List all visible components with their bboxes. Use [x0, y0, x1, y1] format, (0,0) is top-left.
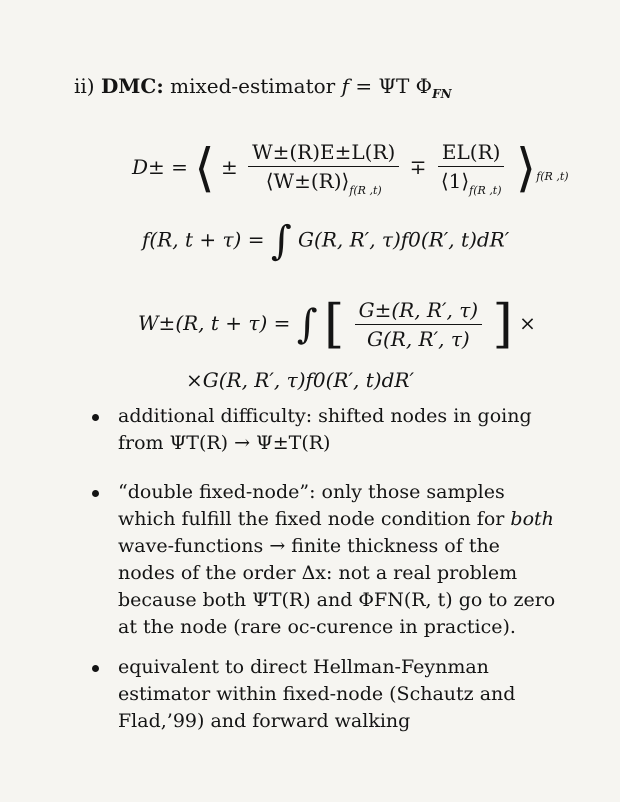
fraction-1-numerator: W±(R)E±L(R) — [248, 140, 399, 167]
right-angle: ⟩ — [515, 138, 537, 199]
integral-sign: ∫ — [270, 218, 292, 264]
list-item — [90, 654, 560, 735]
heading-formula-sub: FN — [432, 87, 452, 101]
bullet-2-text-b: wave-functions → finite thickness of the nodes of the order Δx: not a real problem because both ΨT(R) and ΦFN(R, t) go to zero at the node (rare oc-curence in practice). — [118, 535, 556, 638]
heading-formula-lhs: f — [341, 74, 349, 98]
fraction-3-numerator: G±(R, R′, τ) — [355, 298, 483, 325]
w-continuation: ×G(R, R′, τ)f0(R′, t)dR′ — [186, 368, 414, 392]
equation-d-pm: D± = ⟨ ± $\frac{W\pm(R)E\pm L(R)}{⟨W\pm(R)⟩_{f(R ,t)}}$ ∓ $\frac{EL(R)}{⟨1⟩_{f(R ,t)}}$ $⟩_{f(R ,t)}$ — [132, 138, 569, 199]
fraction-1-sub: f(R ,t) — [349, 184, 382, 197]
f-rhs: G(R, R′, τ)f0(R′, t)dR′ — [298, 227, 510, 252]
fraction-2-denominator: ⟨1⟩ — [440, 169, 470, 193]
w-lhs: W±(R, t + τ) = — [138, 311, 291, 335]
list-item — [90, 403, 560, 457]
heading-label: DMC: — [100, 74, 164, 98]
outer-sub: f(R ,t) — [536, 170, 569, 183]
fraction-1 — [248, 140, 399, 197]
fraction-3-denominator: G(R, R′, τ) — [366, 327, 470, 351]
heading-prefix: ii) — [74, 74, 101, 98]
fraction-2 — [437, 140, 506, 197]
bullet-list — [90, 403, 560, 748]
equation-w-continuation — [186, 368, 414, 392]
left-bracket: [ — [323, 294, 345, 355]
heading-formula-eq: = ΨT Φ — [348, 74, 433, 98]
fraction-2-sub: f(R ,t) — [469, 184, 502, 197]
equation-f — [142, 218, 509, 264]
right-bracket: ] — [492, 294, 513, 355]
list-item — [90, 479, 560, 641]
bullet-icon — [92, 414, 99, 421]
fraction-1-denominator: ⟨W±(R)⟩ — [265, 169, 350, 193]
fraction-2-numerator: EL(R) — [438, 140, 505, 167]
equation-w-pm — [138, 294, 536, 355]
f-lhs: f(R, t + τ) = — [142, 227, 265, 252]
heading-text: mixed-estimator — [163, 74, 342, 98]
integral-sign-2: ∫ — [296, 301, 318, 348]
bullet-1-text: additional difficulty: shifted nodes in going from ΨT(R) → Ψ±T(R) — [118, 405, 532, 454]
bullet-2-emphasis: both — [510, 508, 554, 530]
bullet-2-text-a: “double fixed-node”: only those samples which fulfill the fixed node condition for — [118, 481, 511, 530]
fraction-3 — [355, 298, 483, 351]
left-angle: ⟨ — [194, 138, 215, 199]
bullet-icon — [92, 665, 99, 672]
bullet-icon — [92, 490, 99, 497]
times-sign: × — [519, 311, 536, 335]
d-lhs: D± = — [132, 155, 188, 179]
section-heading — [74, 74, 452, 101]
bullet-3-text: equivalent to direct Hellman-Feynman estimator within fixed-node (Schautz and Flad,’99) and forward walking — [118, 656, 516, 732]
minus-plus: ∓ — [409, 155, 427, 179]
